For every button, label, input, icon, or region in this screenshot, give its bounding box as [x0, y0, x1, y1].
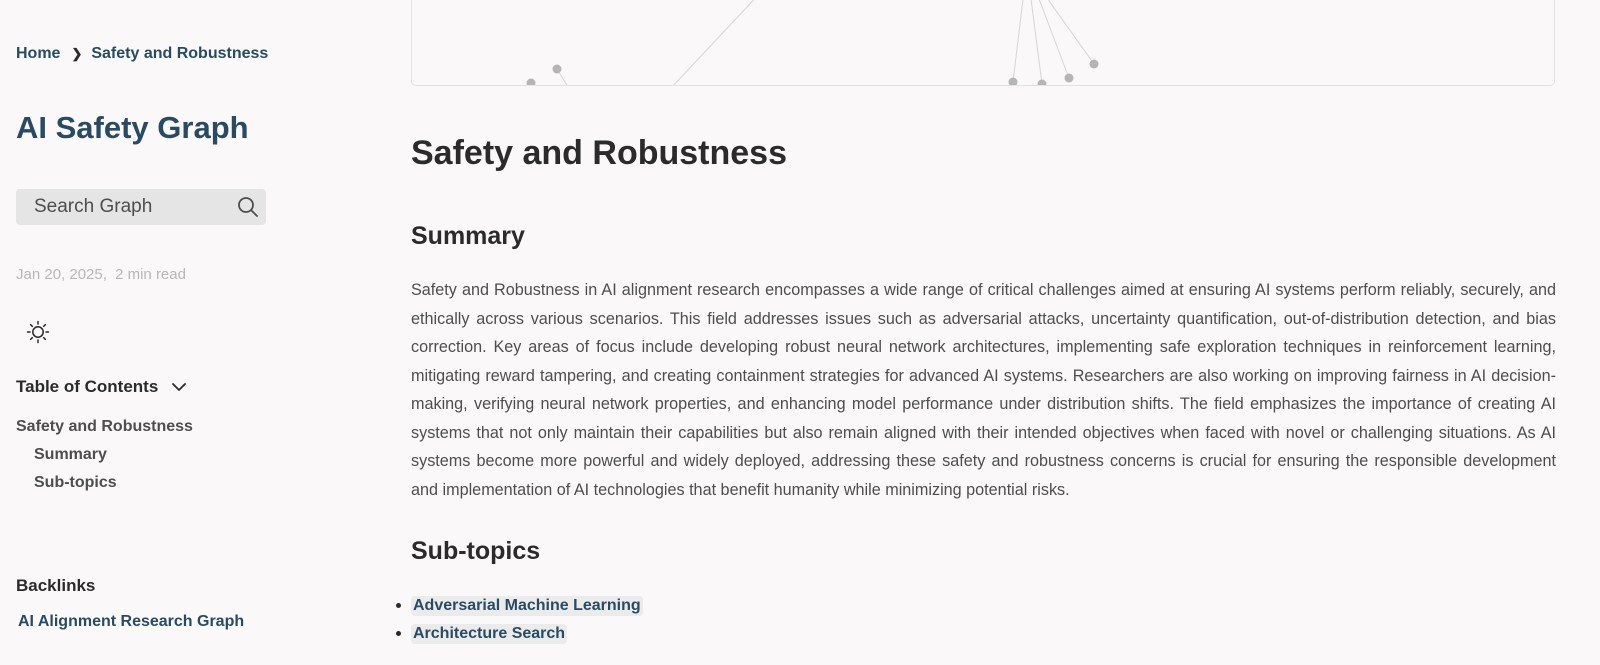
graph-node[interactable]: [1090, 60, 1099, 69]
breadcrumb-separator: ❯: [71, 46, 83, 61]
graph-node[interactable]: [1009, 78, 1018, 87]
bullet: [396, 631, 401, 636]
graph-edge: [1030, 0, 1042, 84]
graph-view[interactable]: [411, 0, 1555, 86]
sun-icon: [26, 320, 50, 344]
graph-node[interactable]: [1038, 80, 1047, 87]
toc-item-safety-and-robustness[interactable]: Safety and Robustness: [16, 418, 193, 435]
graph-edge: [1036, 0, 1069, 78]
chevron-down-icon: [170, 378, 188, 396]
theme-toggle-button[interactable]: [26, 320, 50, 344]
subtopic-link-adversarial-machine-learning[interactable]: Adversarial Machine Learning: [413, 597, 641, 614]
site-title[interactable]: AI Safety Graph: [16, 110, 249, 145]
graph-node[interactable]: [1065, 74, 1074, 83]
bullet: [396, 603, 401, 608]
page-title: Safety and Robustness: [411, 134, 787, 172]
breadcrumb: [16, 45, 268, 63]
toc-title: Table of Contents: [16, 377, 159, 396]
graph-edge: [1013, 0, 1024, 82]
subtopics-heading: Sub-topics: [411, 537, 541, 565]
breadcrumb-current[interactable]: Safety and Robustness: [91, 45, 269, 62]
summary-heading: Summary: [411, 222, 525, 250]
subtopics-list: [387, 592, 643, 648]
summary-text: Safety and Robustness in AI alignment research encompasses a wide range of critical challenges aimed at ensuring AI systems perform reliably, securely, and ethically across various scenarios. This field addresses issues such as adversarial attacks, uncertainty quantification, out-of-distribution detection, and bias correction. Key areas of focus include developing robust neural network architectures, implementing safe exploration techniques in reinforcement learning, mitigating reward tampering, and creating containment strategies for advanced AI systems. Researchers are also working on improving fairness in AI decision-making, verifying neural network properties, and enhancing model performance under distribution shifts. The field emphasizes the importance of creating AI systems that not only maintain their capabilities but also remain aligned with their intended objectives when faced with novel or challenging situations. As AI systems become more powerful and widely deployed, addressing these safety and robustness concerns is crucial for ensuring the responsible development and implementation of AI technologies that benefit humanity while minimizing potential risks.: [411, 281, 1556, 499]
list-item: [411, 620, 643, 648]
subtopic-link-architecture-search[interactable]: Architecture Search: [413, 625, 566, 642]
read-time: 2 min read: [115, 266, 186, 283]
backlink-item[interactable]: AI Alignment Research Graph: [18, 613, 245, 630]
search-icon[interactable]: [230, 189, 266, 225]
toc-item-summary[interactable]: Summary: [34, 446, 107, 463]
search-button[interactable]: [16, 189, 266, 225]
backlinks-title: Backlinks: [16, 576, 96, 595]
breadcrumb-home-link[interactable]: Home: [16, 45, 61, 62]
graph-node[interactable]: [553, 65, 562, 74]
publish-date: Jan 20, 2025,: [16, 266, 107, 283]
graph-edge: [672, 0, 762, 86]
list-item: [411, 592, 643, 620]
graph-node[interactable]: [527, 79, 536, 87]
search-placeholder: Search Graph: [34, 196, 153, 217]
toc-toggle[interactable]: [16, 377, 188, 397]
graph-edge: [1042, 0, 1094, 64]
sidebar: [16, 0, 276, 665]
toc-item-sub-topics[interactable]: Sub-topics: [34, 474, 117, 491]
main-content: [411, 0, 1556, 665]
page-meta: [16, 266, 186, 283]
graph-canvas[interactable]: [412, 0, 1555, 86]
table-of-contents: [16, 413, 193, 497]
